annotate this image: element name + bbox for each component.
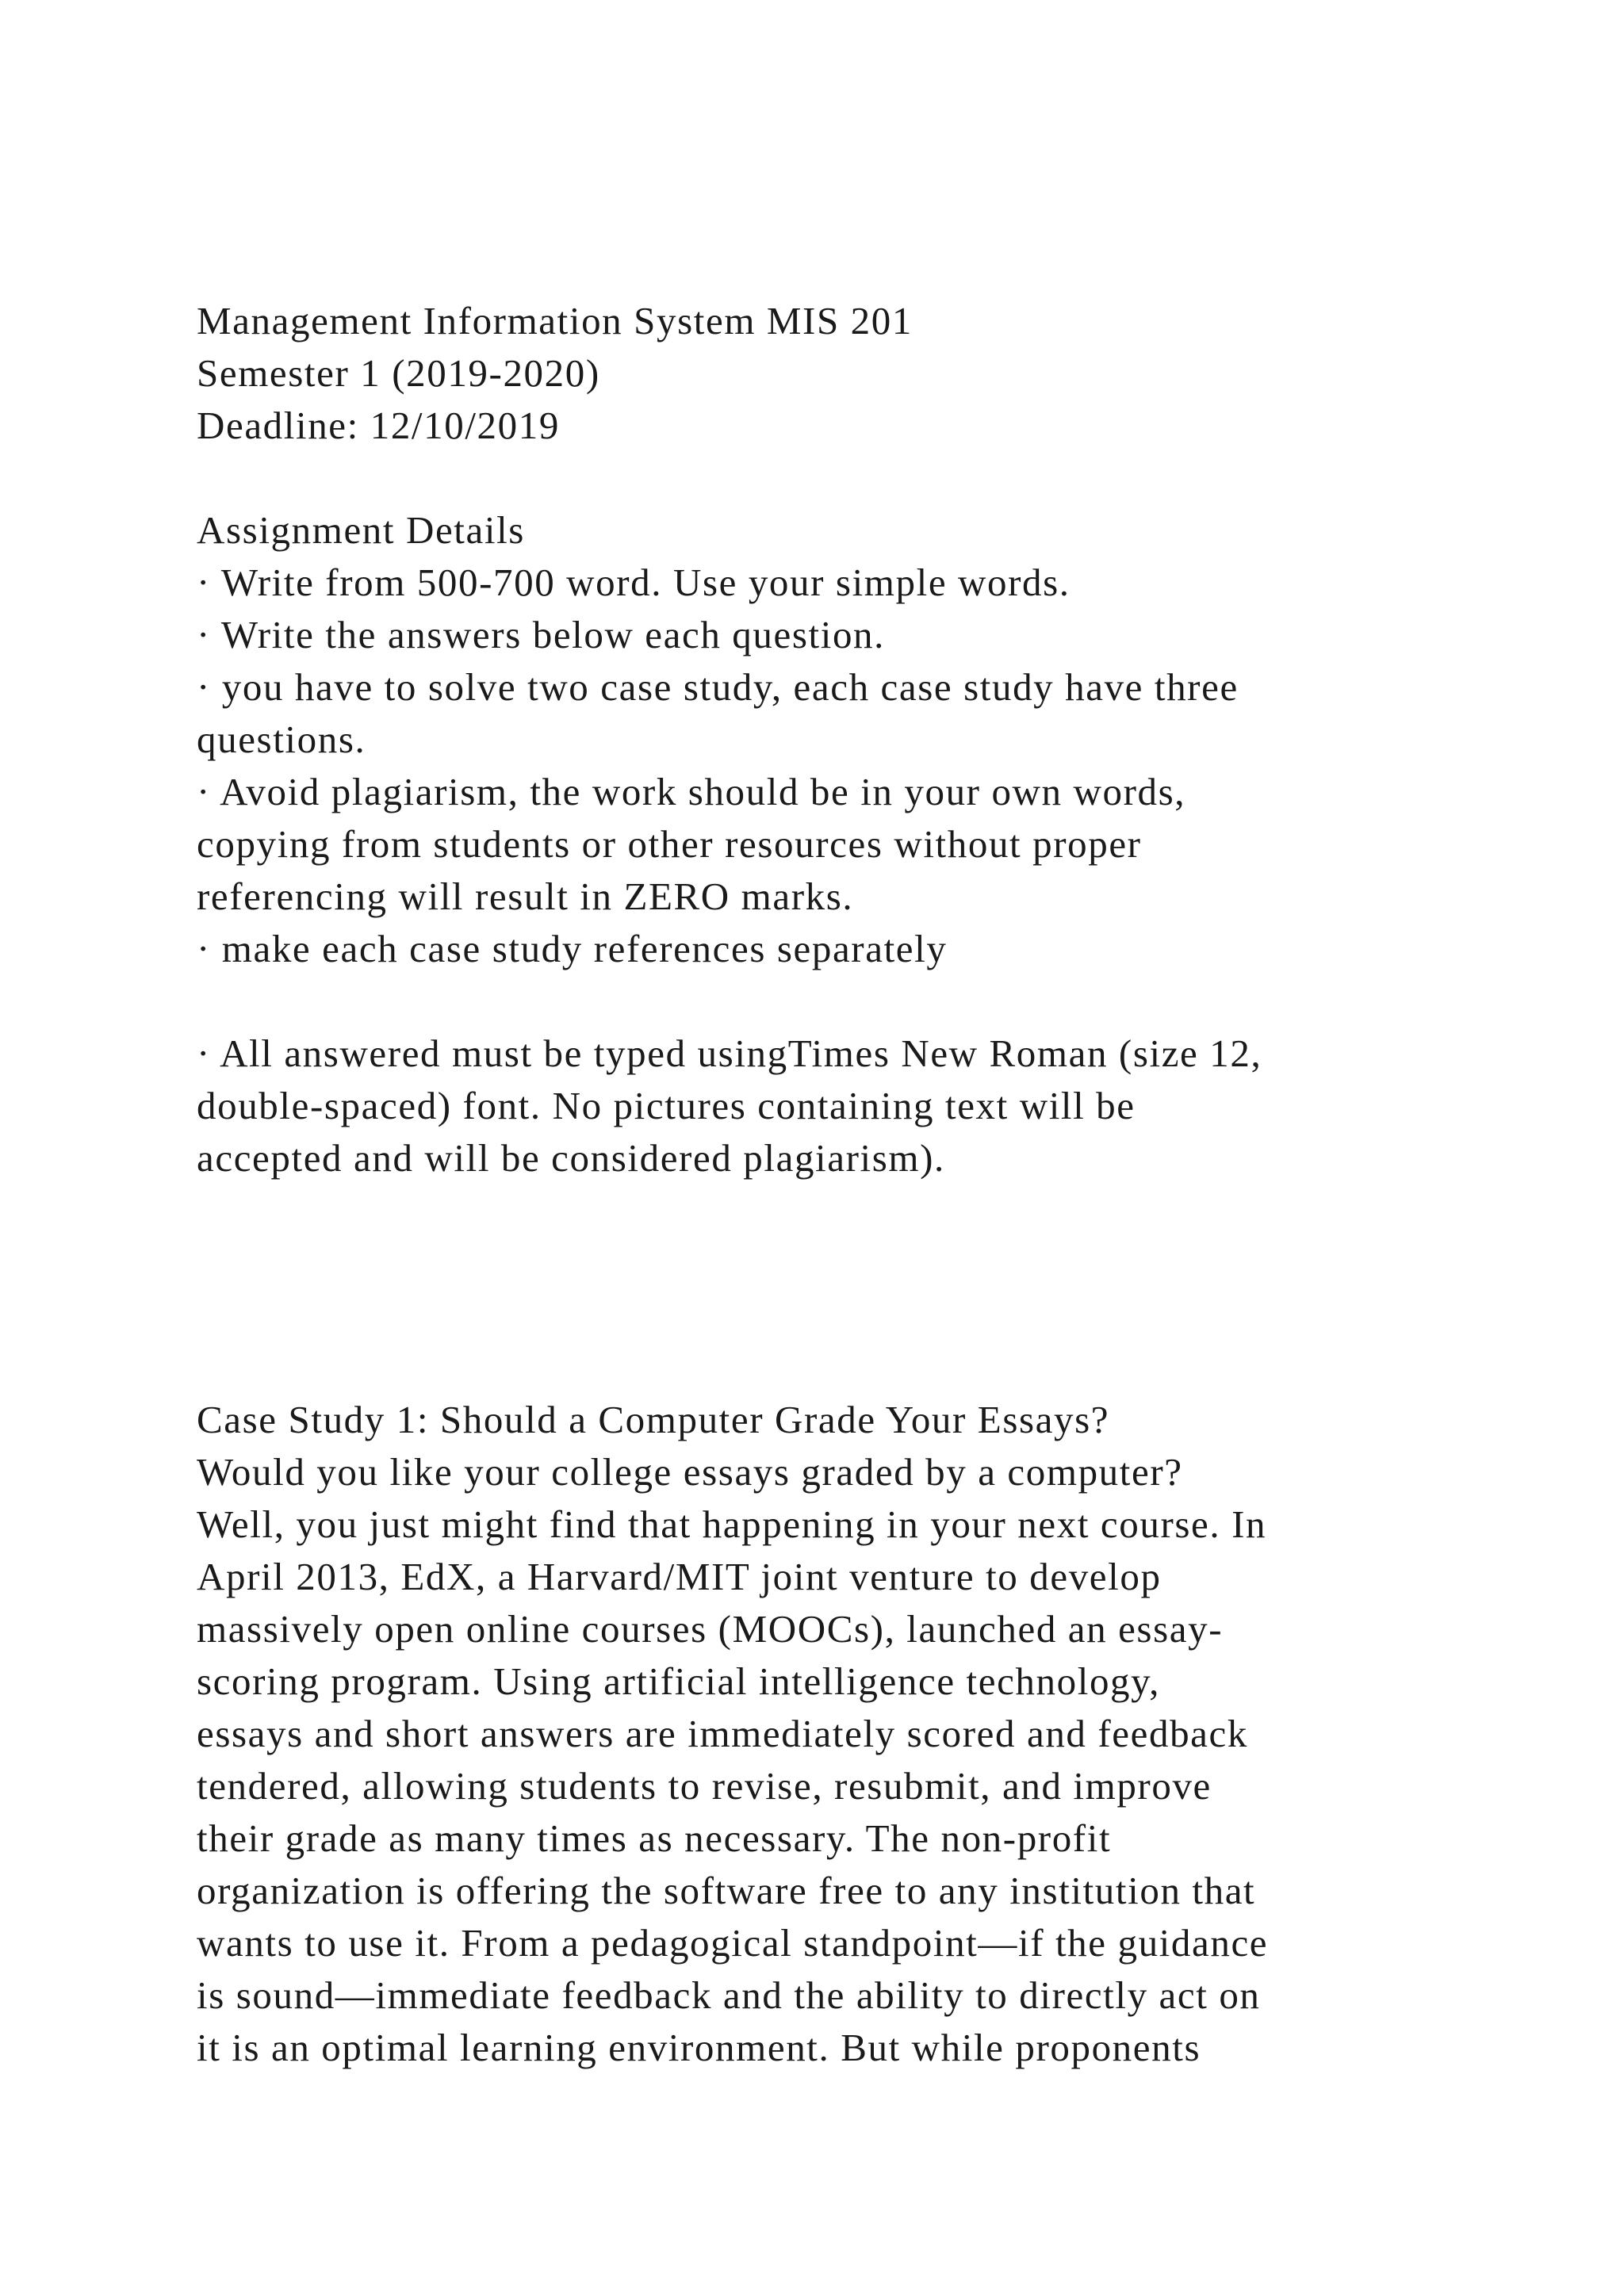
deadline-line: Deadline: 12/10/2019 (197, 404, 560, 447)
case-study-line: essays and short answers are immediately scored and feedback (197, 1712, 1248, 1755)
case-study-line: Would you like your college essays graded by a computer? (197, 1450, 1183, 1494)
case-study-line: Well, you just might find that happening in your next course. In (197, 1502, 1267, 1546)
case-study-line: organization is offering the software free to any institution that (197, 1869, 1256, 1912)
assignment-line: · Avoid plagiarism, the work should be in your own words, (197, 770, 1186, 813)
case-study-title: Case Study 1: Should a Computer Grade Your Essays? (197, 1398, 1110, 1441)
assignment-line: · make each case study references separately (197, 927, 948, 970)
assignment-line: · Write the answers below each question. (197, 613, 886, 656)
assignment-line: · you have to solve two case study, each case study have three (197, 665, 1239, 709)
semester-line: Semester 1 (2019-2020) (197, 351, 600, 395)
assignment-line: referencing will result in ZERO marks. (197, 874, 854, 918)
font-requirement-line: accepted and will be considered plagiarism). (197, 1136, 945, 1180)
font-requirement-line: · All answered must be typed usingTimes New Roman (size 12, (197, 1031, 1262, 1075)
assignment-line: copying from students or other resources without proper (197, 822, 1142, 866)
case-study-line: massively open online courses (MOOCs), launched an essay- (197, 1607, 1224, 1651)
case-study-line: is sound—immediate feedback and the ability to directly act on (197, 1973, 1261, 2017)
case-study-line: it is an optimal learning environment. But while proponents (197, 2026, 1201, 2069)
case-study-line: scoring program. Using artificial intelligence technology, (197, 1659, 1160, 1703)
spacer (197, 975, 1465, 1027)
assignment-line: · Write from 500-700 word. Use your simple words. (197, 561, 1071, 604)
assignment-heading: Assignment Details (197, 508, 525, 552)
case-study-line: April 2013, EdX, a Harvard/MIT joint venture to develop (197, 1555, 1162, 1598)
spacer (197, 1184, 1465, 1394)
font-requirement-line: double-spaced) font. No pictures containing text will be (197, 1084, 1136, 1127)
case-study-line: wants to use it. From a pedagogical standpoint—if the guidance (197, 1921, 1269, 1965)
spacer (197, 452, 1465, 504)
course-title: Management Information System MIS 201 (197, 299, 913, 342)
case-study-line: their grade as many times as necessary. The non-profit (197, 1816, 1112, 1860)
assignment-line: questions. (197, 718, 366, 761)
document-body (197, 295, 1465, 2074)
case-study-line: tendered, allowing students to revise, resubmit, and improve (197, 1764, 1212, 1808)
